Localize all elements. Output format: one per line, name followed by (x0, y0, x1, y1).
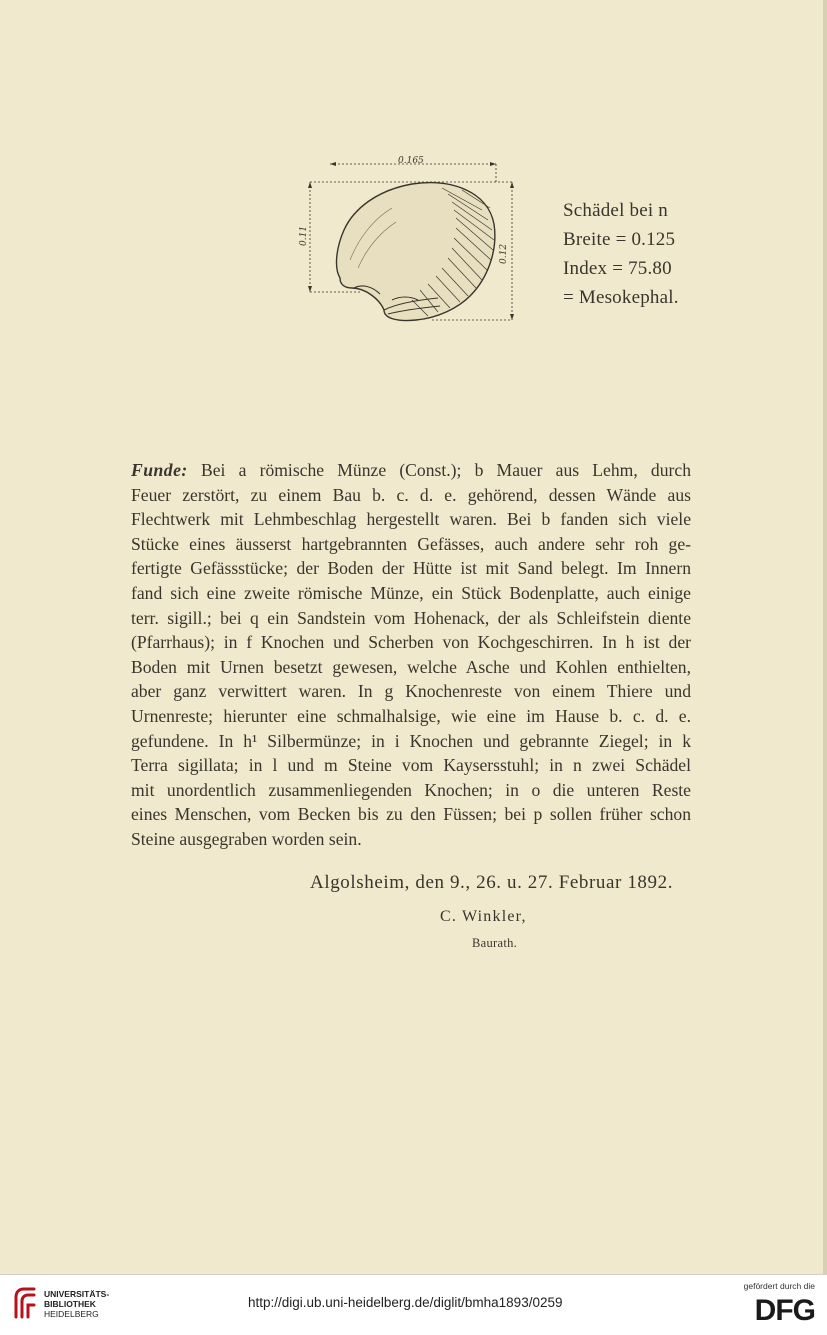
paragraph-line: Stücke eines äusserst hartgebrannten Gefässes, auch andere sehr roh ge- (131, 533, 691, 554)
skull-caption (563, 196, 679, 312)
permalink-url[interactable]: http://digi.ub.uni-heidelberg.de/diglit/bmha1893/0259 (248, 1295, 563, 1310)
paragraph-line: Steine ausgegraben worden sein. (131, 828, 362, 849)
paragraph-line: terr. sigill.; bei q ein Sandstein vom Hohenack, der als Schleifstein diente (131, 607, 691, 628)
dim-top-label: 0.165 (398, 156, 424, 166)
paragraph-line: gefundene. In h¹ Silbermünze; in i Knochen und gebrannte Ziegel; in k (131, 730, 691, 751)
paragraph-line (131, 458, 691, 483)
paragraph-line-text: Bei a römische Münze (Const.); b Mauer aus Lehm, durch (187, 460, 691, 480)
paragraph-line: fand sich eine zweite römische Münze, ein Stück Bodenplatte, auch einige (131, 582, 691, 603)
library-name-line-2: BIBLIOTHEK (44, 1299, 96, 1309)
author-signature: C. Winkler, (440, 908, 527, 925)
library-name (44, 1289, 109, 1319)
skull-drawing (292, 150, 532, 340)
paragraph-line: eines Menschen, vom Becken bis zu den Füssen; bei p sollen früher schon (131, 804, 691, 825)
caption-line-3: Index = 75.80 (563, 258, 672, 279)
findings-paragraph (131, 458, 691, 852)
place-date: Algolsheim, den 9., 26. u. 27. Februar 1892. (310, 872, 674, 893)
caption-line-1: Schädel bei n (563, 200, 668, 221)
university-library-logo-icon[interactable] (10, 1283, 40, 1323)
author-role: Baurath. (472, 936, 518, 950)
library-name-line-1: UNIVERSITÄTS- (44, 1289, 110, 1299)
paragraph-line: (Pfarrhaus); in f Knochen und Scherben von Kochgeschirren. In h ist der (131, 632, 691, 653)
paragraph-line: Terra sigillata; in l und m Steine vom Kaysersstuhl; in n zwei Schädel (131, 755, 691, 776)
findings-heading: Funde: (131, 460, 188, 480)
paragraph-line: Flechtwerk mit Lehmbeschlag hergestellt waren. Bei b fanden sich viele (131, 509, 691, 530)
paragraph-line: aber ganz verwittert waren. In g Knochenreste von einem Thiere und (131, 681, 691, 702)
page-edge (823, 0, 827, 1274)
paragraph-line: Feuer zerstört, zu einem Bau b. c. d. e. gehörend, dessen Wände aus (131, 484, 691, 505)
dim-left-label: 0.11 (299, 225, 309, 246)
caption-line-2: Breite = 0.125 (563, 229, 676, 250)
paragraph-line: Urnenreste; hierunter eine schmalhalsige, wie eine im Hause b. c. d. e. (131, 705, 691, 726)
dim-right-label: 0.12 (499, 243, 509, 264)
paragraph-line: mit unordentlich zusammenliegenden Knochen; in o die unteren Reste (131, 779, 691, 800)
paragraph-line: fertigte Gefässstücke; der Boden der Hütte ist mit Sand belegt. Im Innern (131, 558, 691, 579)
paragraph-line: Boden mit Urnen besetzt gewesen, welche Asche und Kohlen enthielten, (131, 656, 691, 677)
skull-figure (292, 150, 532, 340)
caption-line-4: = Mesokephal. (563, 287, 679, 308)
funding-note: gefördert durch die (743, 1281, 815, 1291)
dfg-logo[interactable]: DFG (754, 1294, 815, 1327)
footer-bar (0, 1274, 827, 1335)
library-name-line-3: HEIDELBERG (44, 1309, 99, 1319)
